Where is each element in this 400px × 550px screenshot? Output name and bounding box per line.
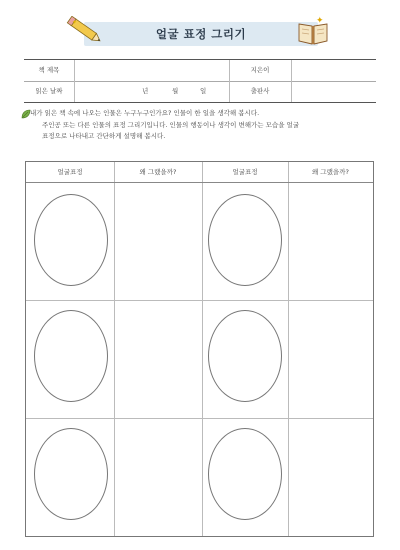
book-title-label: 책 제목 [38, 66, 60, 74]
book-icon [296, 14, 330, 46]
grid-line [114, 162, 115, 536]
month-label: 월 [172, 87, 179, 95]
svg-text:✦: ✦ [316, 16, 324, 26]
column-header-face: 얼굴표정 [57, 168, 83, 176]
face-drawing-area[interactable] [34, 428, 108, 520]
instructions [30, 108, 375, 143]
year-label: 년 [142, 87, 149, 95]
face-drawing-area[interactable] [208, 194, 282, 286]
grid-line [26, 418, 373, 419]
info-row-title [24, 60, 376, 82]
instruction-line: 표정으로 나타내고 간단하게 설명해 봅시다. [42, 132, 166, 140]
face-drawing-area[interactable] [208, 310, 282, 402]
grid-line [26, 182, 373, 183]
publisher-label: 출판사 [250, 87, 270, 95]
info-row-date [24, 81, 376, 102]
column-header-face: 얼굴표정 [232, 168, 258, 176]
grid-line [202, 162, 203, 536]
face-drawing-area[interactable] [34, 310, 108, 402]
book-info-table [24, 59, 376, 103]
svg-text:✦: ✦ [72, 19, 78, 26]
page-title: 얼굴 표정 그리기 [155, 27, 247, 41]
column-header-why: 왜 그랬을까? [312, 168, 349, 176]
author-label: 지은이 [250, 66, 270, 74]
read-date-label: 읽은 날짜 [35, 87, 63, 95]
instruction-line: 내가 읽은 책 속에 나오는 인물은 누구누구인가요? 인물이 한 일을 생각해 봅시다. [30, 109, 260, 117]
pencil-icon [66, 16, 106, 46]
column-header-why: 왜 그랬을까? [139, 168, 177, 176]
divider [74, 60, 75, 102]
expression-grid [25, 161, 374, 537]
divider [229, 60, 230, 102]
day-label: 일 [200, 87, 207, 95]
instruction-line: 주인공 또는 다른 인물의 표정 그리기입니다. 인물의 행동이나 생각이 변해가는 모습을 얼굴 [42, 120, 300, 129]
face-drawing-area[interactable] [34, 194, 108, 286]
grid-line [26, 300, 373, 301]
divider [291, 60, 292, 102]
face-drawing-area[interactable] [208, 428, 282, 520]
grid-line [288, 162, 289, 536]
